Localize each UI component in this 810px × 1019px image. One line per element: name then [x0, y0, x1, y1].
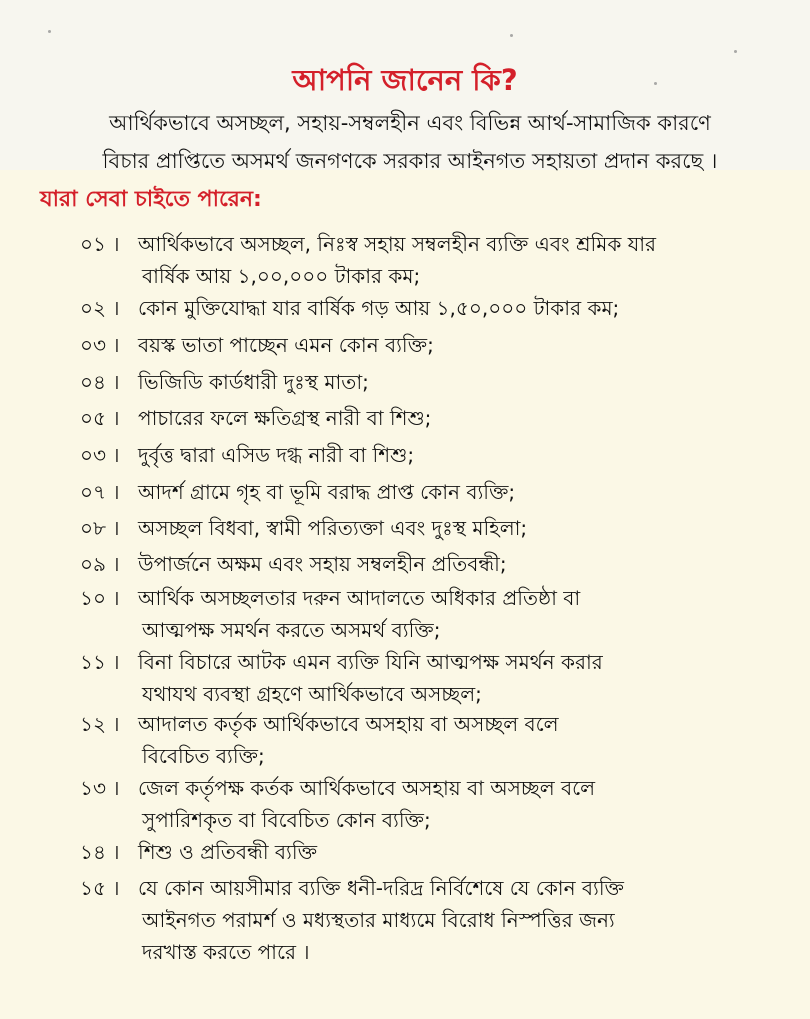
item-text: ভিজিডি কার্ডধারী দুঃস্থ মাতা; — [138, 370, 369, 394]
item-number: ০৩ । — [80, 443, 120, 467]
item-number: ১০ । — [80, 586, 120, 610]
paper-speck — [734, 50, 737, 53]
list-item — [80, 366, 780, 398]
list-item — [80, 292, 780, 324]
list-item — [80, 872, 780, 968]
item-text: উপার্জনে অক্ষম এবং সহায় সম্বলহীন প্রতিবন্ধী; — [138, 552, 507, 576]
item-text: বয়স্ক ভাতা পাচ্ছেন এমন কোন ব্যক্তি; — [138, 333, 434, 357]
item-text: আর্থিকভাবে অসচ্ছল, নিঃস্ব সহায় সম্বলহীন ব্যক্তি এবং শ্রমিক যার — [138, 232, 657, 256]
intro-line: বিচার প্রাপ্তিতে অসমর্থ জনগণকে সরকার আইনগত সহায়তা প্রদান করছে । — [102, 149, 718, 173]
list-item — [80, 439, 780, 471]
item-text: আদর্শ গ্রামে গৃহ বা ভূমি বরাদ্ধ প্রাপ্ত কোন ব্যক্তি; — [138, 480, 516, 504]
list-item — [80, 402, 780, 434]
item-text: আত্মপক্ষ সমর্থন করতে অসমর্থ ব্যক্তি; — [142, 618, 441, 642]
section-heading: যারা সেবা চাইতে পারেন: — [40, 187, 262, 212]
page-title: আপনি জানেন কি? — [292, 63, 518, 97]
paper-speck — [654, 82, 657, 85]
item-text: দরখাস্ত করতে পারে । — [142, 940, 310, 964]
item-number: ১১ । — [80, 650, 120, 674]
item-text: পাচারের ফলে ক্ষতিগ্রস্থ নারী বা শিশু; — [138, 406, 432, 430]
item-text: সুপারিশকৃত বা বিবেচিত কোন ব্যক্তি; — [142, 808, 431, 832]
item-text: আইনগত পরামর্শ ও মধ্যস্থতার মাধ্যমে বিরোধ নিস্পত্তির জন্য — [142, 908, 615, 932]
list-item — [80, 646, 780, 710]
item-number: ০৮ । — [80, 516, 120, 540]
list-item — [80, 708, 780, 772]
item-text: দুর্বৃত্ত দ্বারা এসিড দগ্ধ নারী বা শিশু; — [138, 443, 415, 467]
item-text: অসচ্ছল বিধবা, স্বামী পরিত্যক্তা এবং দুঃস্থ মহিলা; — [138, 516, 528, 540]
item-number: ০৫ । — [80, 406, 120, 430]
item-number: ০২ । — [80, 296, 120, 320]
item-text: শিশু ও প্রতিবন্ধী ব্যক্তি — [138, 840, 317, 864]
item-number: ০৭ । — [80, 480, 120, 504]
item-text: বিবেচিত ব্যক্তি; — [142, 744, 265, 768]
item-text: বার্ষিক আয় ১,০০,০০০ টাকার কম; — [142, 264, 421, 288]
list-item — [80, 329, 780, 361]
item-text: জেল কর্তৃপক্ষ কর্তক আর্থিকভাবে অসহায় বা অসচ্ছল বলে — [138, 776, 596, 800]
list-item — [80, 772, 780, 836]
item-number: ০৩ । — [80, 333, 120, 357]
item-number: ১৫ । — [80, 876, 120, 900]
item-number: ১২ । — [80, 712, 120, 736]
paper-speck — [510, 34, 513, 37]
item-text: যথাযথ ব্যবস্থা গ্রহণে আর্থিকভাবে অসচ্ছল; — [142, 682, 482, 706]
paper-speck — [48, 30, 51, 33]
item-text: যে কোন আয়সীমার ব্যক্তি ধনী-দরিদ্র নির্বিশেষে যে কোন ব্যক্তি — [138, 876, 624, 900]
item-text: কোন মুক্তিযোদ্ধা যার বার্ষিক গড় আয় ১,৫০,০০০ টাকার কম; — [138, 296, 620, 320]
item-text: আদালত কর্তৃক আর্থিকভাবে অসহায় বা অসচ্ছল বলে — [138, 712, 559, 736]
list-item — [80, 836, 780, 868]
item-number: ০১ । — [80, 232, 120, 256]
list-item — [80, 582, 780, 646]
item-number: ০৪ । — [80, 370, 120, 394]
item-text: বিনা বিচারে আটক এমন ব্যক্তি যিনি আত্মপক্ষ সমর্থন করার — [138, 650, 603, 674]
list-item — [80, 228, 780, 292]
item-text: আর্থিক অসচ্ছলতার দরুন আদালতে অধিকার প্রতিষ্ঠা বা — [138, 586, 581, 610]
item-number: ১৪ । — [80, 840, 120, 864]
intro-line: আর্থিকভাবে অসচ্ছল, সহায়-সম্বলহীন এবং বিভিন্ন আর্থ-সামাজিক কারণে — [109, 111, 711, 135]
item-number: ০৯ । — [80, 552, 120, 576]
list-item — [80, 512, 780, 544]
intro-paragraph — [30, 104, 790, 180]
list-item — [80, 476, 780, 508]
list-item — [80, 548, 780, 580]
item-number: ১৩ । — [80, 776, 120, 800]
